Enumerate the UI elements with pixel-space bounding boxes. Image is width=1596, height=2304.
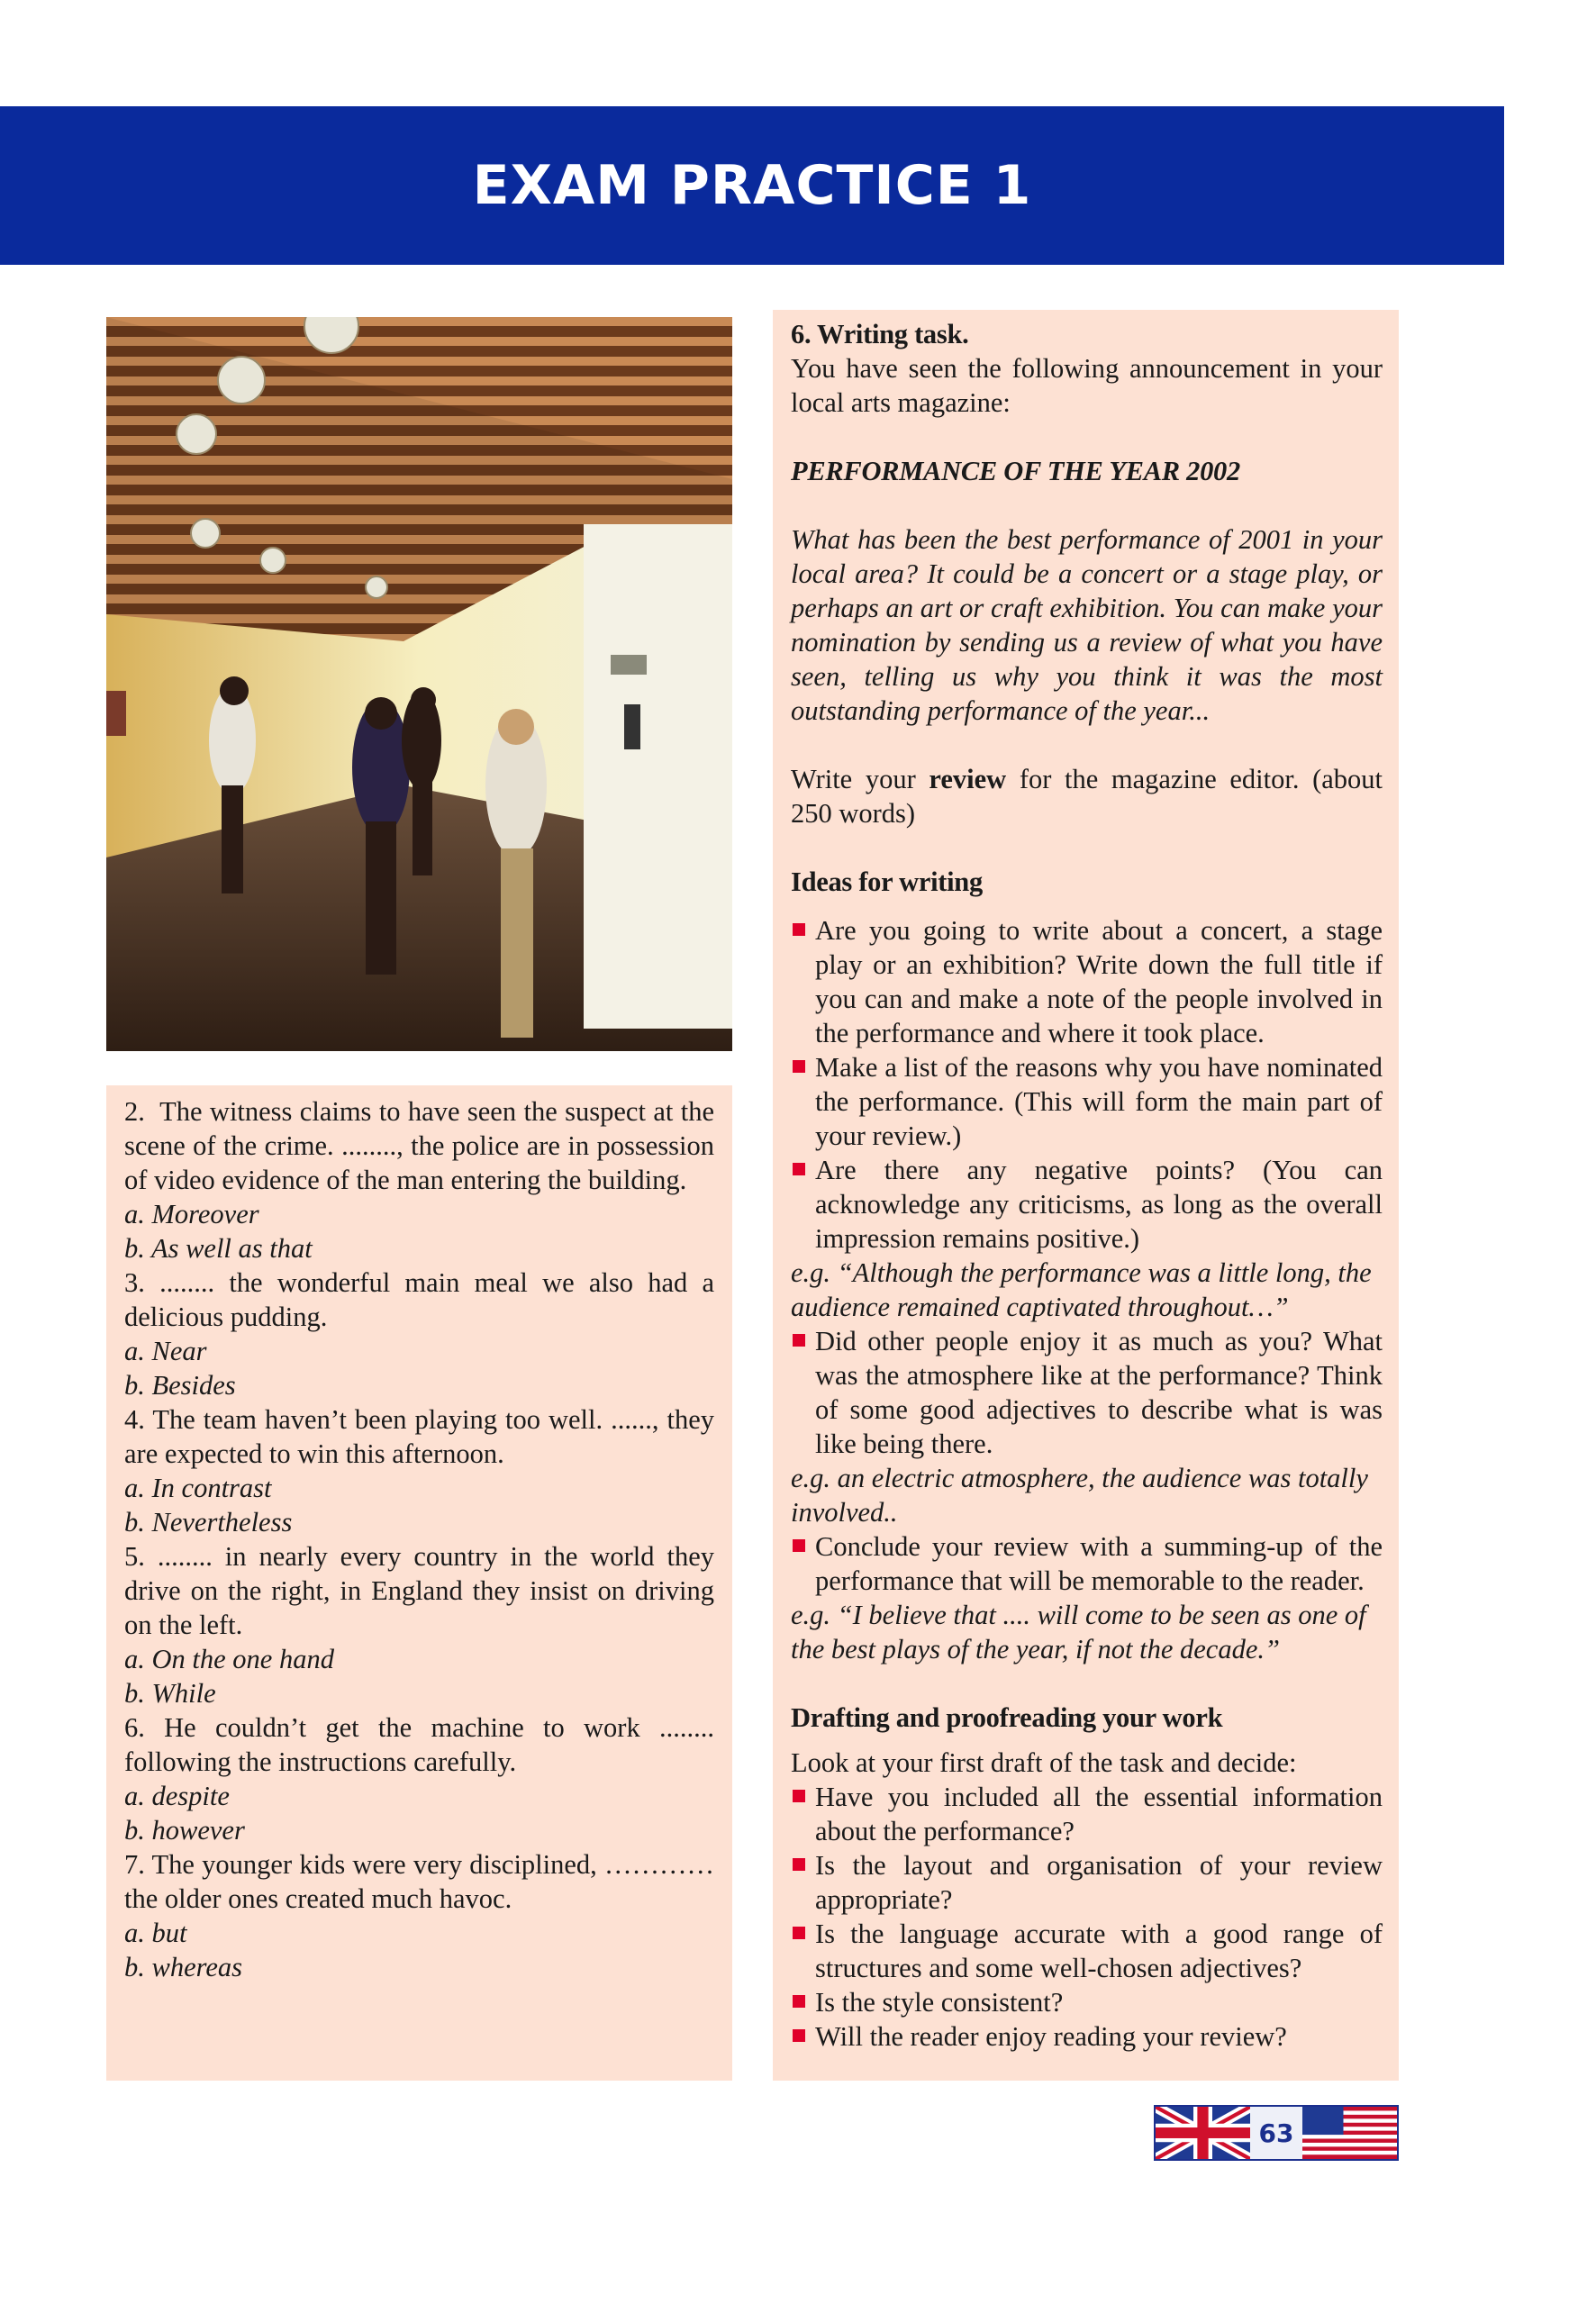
idea-item: Conclude your review with a summing-up of the performance that will be memorable to the reader. <box>791 1529 1383 1598</box>
question-text: 4. The team haven’t been playing too well. ......, they are expected to win this afternoon. <box>124 1404 714 1469</box>
drafting-intro: Look at your first draft of the task and decide: <box>791 1747 1297 1778</box>
us-flag-icon <box>1302 2107 1397 2159</box>
idea-item: Are there any negative points? (You can acknowledge any criticisms, as long as the overall impression remains positive.) <box>791 1153 1383 1256</box>
option-a: a. but <box>124 1918 187 1948</box>
question-text: 5. ........ in nearly every country in the world they drive on the right, in England they insist on driving on the left. <box>124 1541 715 1640</box>
bullet-square-icon <box>793 1858 805 1871</box>
example-2: e.g. an electric atmosphere, the audience was totally involved.. <box>791 1463 1368 1528</box>
option-a: a. Moreover <box>124 1199 259 1229</box>
checklist-item: Is the language accurate with a good range of structures and some well-chosen adjectives? <box>791 1917 1383 1985</box>
announcement-body: What has been the best performance of 2001 in your local area? It could be a concert or a stage play, or perhaps an art or craft exhibition. You can make your nomination by sending us a review of what you have seen, telling us why you think it was the most outstanding performance of the year... <box>791 524 1383 726</box>
drafting-heading: Drafting and proofreading your work <box>791 1702 1223 1733</box>
announcement-title: PERFORMANCE OF THE YEAR 2002 <box>791 456 1240 486</box>
question-5 <box>124 1539 714 1710</box>
option-b: b. whereas <box>124 1952 243 1982</box>
question-6 <box>124 1710 714 1847</box>
bullet-square-icon <box>793 2029 805 2042</box>
writing-task-panel <box>773 310 1399 2081</box>
question-text: 6. He couldn’t get the machine to work ........ following the instructions carefully. <box>124 1712 714 1777</box>
bullet-square-icon <box>793 1927 805 1939</box>
header-banner <box>0 106 1504 265</box>
idea-item: Did other people enjoy it as much as you? What was the atmosphere like at the performance? Think of some good adjectives to describe what is was like being there. <box>791 1324 1383 1461</box>
option-a: a. Near <box>124 1336 207 1366</box>
option-b: b. Nevertheless <box>124 1507 293 1538</box>
bullet-square-icon <box>793 1334 805 1347</box>
ideas-heading: Ideas for writing <box>791 866 983 897</box>
example-1: e.g. “Although the performance was a little long, the audience remained captivated throughout…” <box>791 1257 1372 1322</box>
option-a: a. despite <box>124 1781 230 1811</box>
question-text: 2. The witness claims to have seen the suspect at the scene of the crime. ........, the police are in possession of video evidence of the man entering the building. <box>124 1096 714 1195</box>
option-a: a. In contrast <box>124 1473 272 1503</box>
question-4 <box>124 1402 714 1539</box>
idea-item: Make a list of the reasons why you have nominated the performance. (This will form the main part of your review.) <box>791 1050 1383 1153</box>
bullet-square-icon <box>793 1539 805 1552</box>
bullet-square-icon <box>793 923 805 936</box>
option-b: b. however <box>124 1815 245 1846</box>
gallery-photo <box>106 317 732 1051</box>
question-text: 3. ........ the wonderful main meal we also had a delicious pudding. <box>124 1267 715 1332</box>
checklist-item: Will the reader enjoy reading your review? <box>791 2019 1383 2054</box>
page-footer <box>1154 2105 1399 2161</box>
option-b: b. As well as that <box>124 1233 313 1264</box>
write-instruction: Write your review for the magazine editor. (about 250 words) <box>791 764 1383 829</box>
bullet-square-icon <box>793 1163 805 1175</box>
bullet-square-icon <box>793 1060 805 1073</box>
option-a: a. On the one hand <box>124 1644 334 1674</box>
grammar-exercise-panel <box>106 1085 732 2081</box>
question-7 <box>124 1847 714 1984</box>
example-3: e.g. “I believe that .... will come to be seen as one of the best plays of the year, if not the decade.” <box>791 1600 1366 1665</box>
option-b: b. While <box>124 1678 216 1709</box>
question-2 <box>124 1094 714 1265</box>
checklist-item: Have you included all the essential information about the performance? <box>791 1780 1383 1848</box>
option-b: b. Besides <box>124 1370 236 1401</box>
bullet-square-icon <box>793 1995 805 2008</box>
idea-item: Are you going to write about a concert, a stage play or an exhibition? Write down the full title if you can and make a note of the people involved in the performance and where it took place. <box>791 913 1383 1050</box>
checklist-item: Is the style consistent? <box>791 1985 1383 2019</box>
task-intro: You have seen the following announcement in your local arts magazine: <box>791 353 1383 418</box>
question-text: 7. The younger kids were very disciplined, ………… the older ones created much havoc. <box>124 1849 714 1914</box>
checklist-item: Is the layout and organisation of your review appropriate? <box>791 1848 1383 1917</box>
question-3 <box>124 1265 714 1402</box>
bullet-square-icon <box>793 1790 805 1802</box>
task-title: 6. Writing task. <box>791 319 969 349</box>
uk-flag-icon <box>1156 2107 1250 2159</box>
page-title: EXAM PRACTICE 1 <box>472 154 1032 217</box>
page-number: 63 <box>1250 2107 1302 2159</box>
